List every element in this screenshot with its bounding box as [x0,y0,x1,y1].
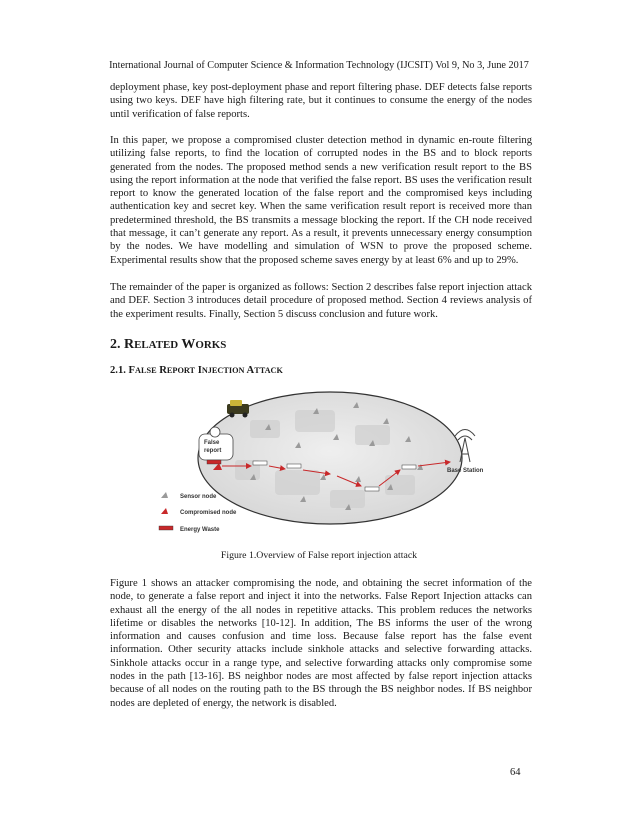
subsection-number: 2.1. [110,365,126,376]
page-number: 64 [510,767,521,778]
legend-energy-waste-icon [159,526,173,530]
sub-cap-4: A [246,365,255,376]
sub-rest-2: EPORT [166,366,196,375]
false-report-label-line2: report [204,448,222,454]
legend-compromised-node-icon [161,508,168,514]
legend-sensor-node: Sensor node [180,494,217,500]
paragraph-1: deployment phase, key post-deployment phase and report filtering phase. DEF detects false reports using two keys. DEF have high filtering rate, but it continues to consume the energy of the nodes until verification of false reports. [110,82,532,120]
sub-rest-1: ALSE [135,366,157,375]
sub-cap-1: F [128,365,136,376]
paragraph-4: Figure 1 shows an attacker compromising the node, and obtaining the secret information of the node, to generate a false report and inject it into the networks. False Report Injection attacks can exhaust all the energy of the all nodes in repetitive attacks. This problem reduces the networks lifetime or disables the networks [10-12]. In addition, The BS informs the user of the wrong information and causes confusion and time loss. Because false report has the false event information. Other security attacks include sinkhole attacks and selective forwarding attacks. Sinkhole attacks occur in a range type, and selective forwarding attacks only compromise some nodes in the path [13-16]. BS neighbor nodes are most affected by false report injection attacks because of all nodes on the routing path to the BS through the BS neighbor nodes. If BS neighbor nodes are depleted of energy, the network is disabled. [110,578,532,709]
figure-false-report-injection [155,390,495,545]
subsection-heading-false-report [110,365,283,376]
sub-cap-3: I [197,365,202,376]
sub-rest-3: NJECTION [201,366,245,375]
sub-rest-4: TTACK [254,366,283,375]
figure-caption: Figure 1.Overview of False report injection attack [220,550,418,561]
legend-energy-waste: Energy Waste [180,527,220,533]
section-number: 2. [110,337,121,352]
section-cap-1: R [124,337,135,352]
false-report-label-line1: False [204,440,220,446]
section-rest-2: ORKS [195,339,227,351]
paragraph-2: In this paper, we propose a compromised cluster detection method in dynamic en-route filtering utilizing false reports, to find the location of corrupted nodes in the BS and to block reports generated from the nodes. The proposed method sends a new verification result report to the BS using the report information at the node that verified the false report. BS uses the verification result report to know the generated location of the false report and the compromised keys including authentication key and secret key. When the same verification result report is received more than predetermined threshold, the BS transmits a message blocking the report. If the CH node received that message, it can’t generate any report. As a result, it prevents unnecessary energy consumption by the nodes. We have modelling and simulation of WSN to prove the proposed scheme. Experimental results show that the proposed scheme saves energy by at least 6% and up to 29%. [110,135,532,266]
section-cap-2: W [181,337,196,352]
journal-header: International Journal of Computer Science & Information Technology (IJCSIT) Vol 9, No 3, June 2017 [109,60,529,71]
section-heading-related-works [110,337,226,353]
base-station-label: Base Station [447,468,484,474]
section-rest-1: ELATED [134,339,179,351]
paragraph-3: The remainder of the paper is organized as follows: Section 2 describes false report injection attack and DEF. Section 3 introduces detail procedure of proposed method. Section 4 reviews analysis of the experiment results. Finally, Section 5 discuss conclusion and future work. [110,282,532,320]
legend-compromised-node: Compromised node [180,510,237,516]
legend-sensor-node-icon [161,492,168,498]
sub-cap-2: R [159,365,167,376]
